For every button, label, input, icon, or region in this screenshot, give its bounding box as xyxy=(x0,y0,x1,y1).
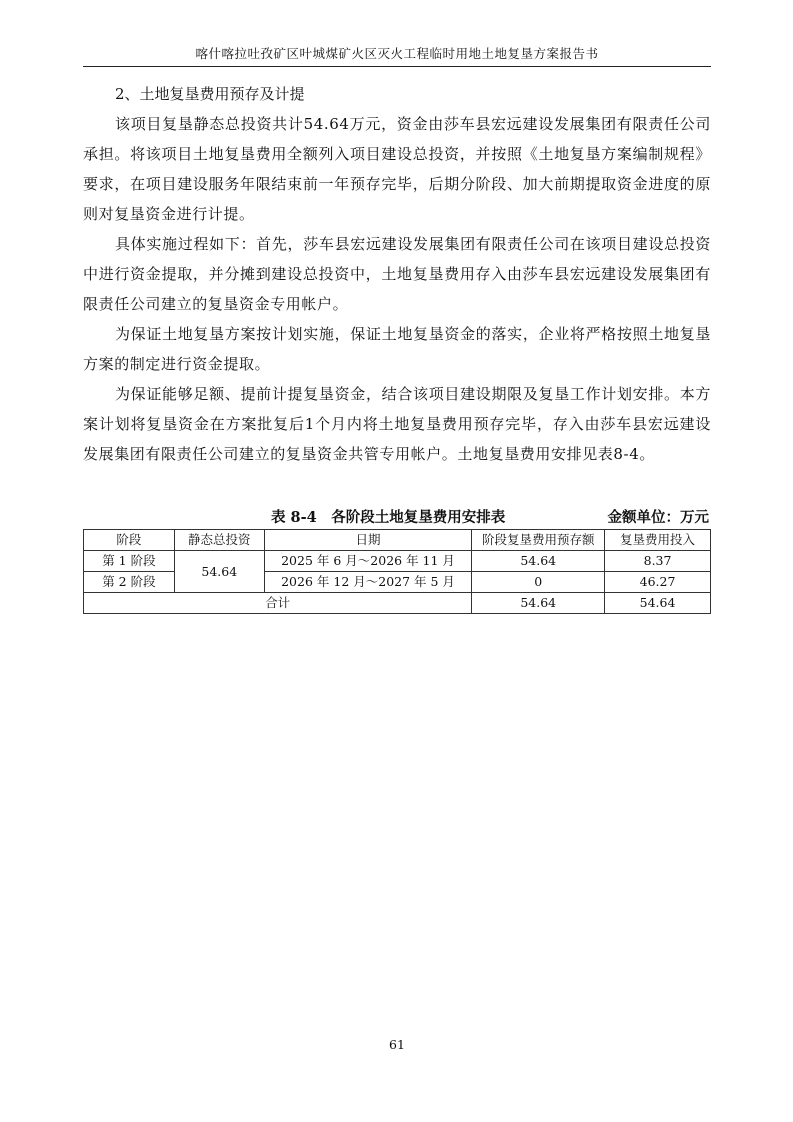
header-stage: 阶段 xyxy=(84,530,175,551)
cell-static-total: 54.64 xyxy=(174,551,264,593)
cell-input: 8.37 xyxy=(605,551,711,572)
cell-date: 2026 年 12 月～2027 年 5 月 xyxy=(264,572,472,593)
paragraph-implementation: 具体实施过程如下：首先，莎车县宏远建设发展集团有限责任公司在该项目建设总投资中进行资金提取，并分摊到建设总投资中，土地复垦费用存入由莎车县宏远建设发展集团有限责任公司建立的复垦资金专用帐户。 xyxy=(83,235,711,313)
header-date: 日期 xyxy=(264,530,472,551)
paragraph-investment: 该项目复垦静态总投资共计54.64万元，资金由莎车县宏远建设发展集团有限责任公司承担。将该项目土地复垦费用全额列入项目建设总投资，并按照《土地复垦方案编制规程》要求，在项目建设服务年限结束前一年预存完毕，后期分阶段、加大前期提取资金进度的原则对复垦资金进行计提。 xyxy=(83,115,711,223)
cost-schedule-table xyxy=(83,529,711,614)
paragraph-plan: 为保证能够足额、提前计提复垦资金，结合该项目建设期限及复垦工作计划安排。本方案计划将复垦资金在方案批复后1个月内将土地复垦费用预存完毕，存入由莎车县宏远建设发展集团有限责任公司建立的复垦资金共管专用帐户。土地复垦费用安排见表8-4。 xyxy=(83,385,711,463)
table-unit: 金额单位：万元 xyxy=(607,509,709,526)
cell-total-input: 54.64 xyxy=(605,593,711,614)
page-number: 61 xyxy=(389,1037,405,1052)
table-header-row xyxy=(84,530,711,551)
cell-prestore: 54.64 xyxy=(472,551,605,572)
cell-total-label: 合计 xyxy=(84,593,472,614)
main-content xyxy=(83,79,711,469)
table-caption-row xyxy=(83,507,711,529)
cell-input: 46.27 xyxy=(605,572,711,593)
cell-total-prestore: 54.64 xyxy=(472,593,605,614)
header-divider xyxy=(83,66,711,67)
table-caption: 表 8-4 各阶段土地复垦费用安排表 xyxy=(271,509,506,526)
header-static-total: 静态总投资 xyxy=(174,530,264,551)
cell-prestore: 0 xyxy=(472,572,605,593)
page-header: 喀什喀拉吐孜矿区叶城煤矿火区灭火工程临时用地土地复垦方案报告书 xyxy=(195,46,599,61)
paragraph-guarantee: 为保证土地复垦方案按计划实施，保证土地复垦资金的落实，企业将严格按照土地复垦方案的制定进行资金提取。 xyxy=(83,325,711,373)
cell-date: 2025 年 6 月～2026 年 11 月 xyxy=(264,551,472,572)
table-total-row xyxy=(84,593,711,614)
cell-stage: 第 2 阶段 xyxy=(84,572,175,593)
table-row xyxy=(84,551,711,572)
cell-stage: 第 1 阶段 xyxy=(84,551,175,572)
section-title: 2、土地复垦费用预存及计提 xyxy=(115,85,305,103)
header-input: 复垦费用投入 xyxy=(605,530,711,551)
header-prestore: 阶段复垦费用预存额 xyxy=(472,530,605,551)
